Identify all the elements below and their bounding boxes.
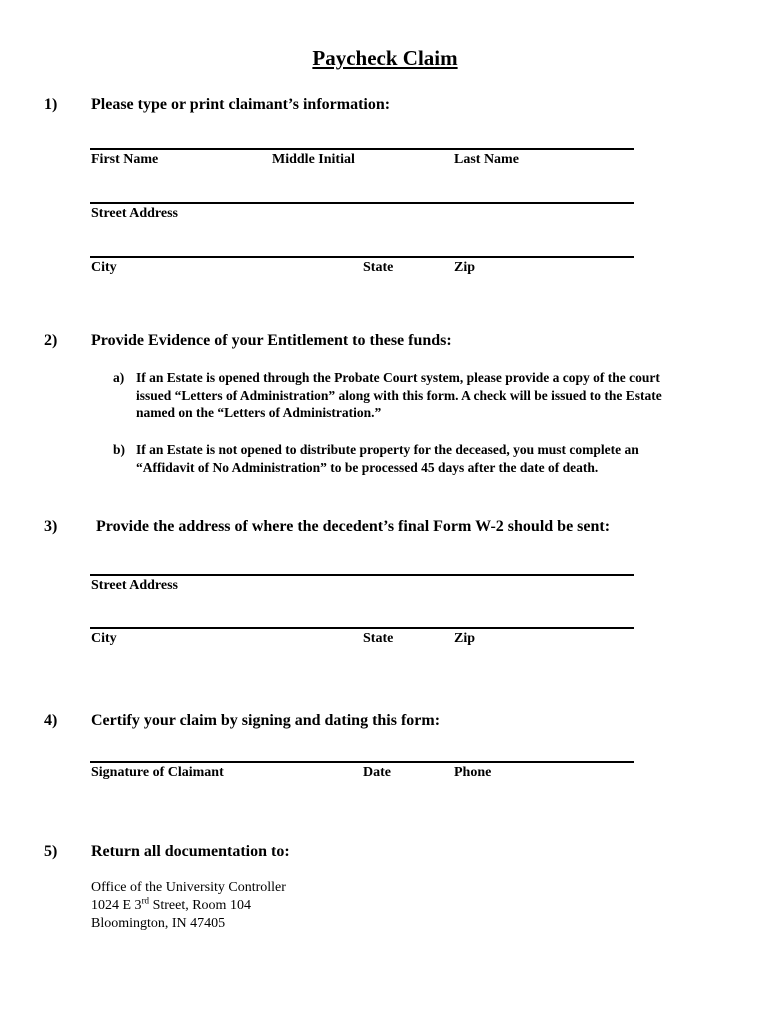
item-a-text: If an Estate is opened through the Probate Court system, please provide a copy of the court issued “Letters of Administration” along with this form. A check will be issued to the Estate named on the “Letters of Administration.” bbox=[136, 370, 662, 420]
state-label: State bbox=[363, 260, 394, 275]
section-3-number: 3) bbox=[44, 518, 58, 535]
phone-label: Phone bbox=[454, 765, 492, 780]
section-1-heading: Please type or print claimant’s information: bbox=[91, 96, 391, 113]
address-street-suffix: Street, Room 104 bbox=[149, 898, 251, 913]
zip-label: Zip bbox=[454, 260, 476, 275]
return-address-line-3: Bloomington, IN 47405 bbox=[91, 916, 226, 931]
w2-street-address-label: Street Address bbox=[91, 578, 178, 593]
return-address-line-1: Office of the University Controller bbox=[91, 880, 286, 895]
item-b-marker: b) bbox=[113, 442, 126, 457]
city-label: City bbox=[91, 260, 117, 275]
section-5-number: 5) bbox=[44, 843, 58, 860]
evidence-item-b bbox=[113, 441, 693, 476]
street-address-line[interactable] bbox=[90, 202, 634, 204]
evidence-item-a bbox=[113, 369, 693, 422]
w2-city-label: City bbox=[91, 631, 117, 646]
address-street-ordinal: rd bbox=[141, 895, 150, 906]
section-2-heading: Provide Evidence of your Entitlement to these funds: bbox=[91, 332, 452, 349]
item-b-text: If an Estate is not opened to distribute property for the deceased, you must complete an “Affidavit of No Administration” to be processed 45 days after the date of death. bbox=[136, 442, 639, 475]
section-4-number: 4) bbox=[44, 712, 58, 729]
name-line[interactable] bbox=[90, 148, 634, 150]
signature-label: Signature of Claimant bbox=[91, 765, 224, 780]
page-title: Paycheck Claim bbox=[312, 46, 458, 70]
signature-line[interactable] bbox=[90, 761, 634, 763]
middle-initial-label: Middle Initial bbox=[272, 152, 355, 167]
date-label: Date bbox=[363, 765, 391, 780]
w2-street-address-line[interactable] bbox=[90, 574, 634, 576]
street-address-label: Street Address bbox=[91, 206, 178, 221]
section-4-heading: Certify your claim by signing and dating this form: bbox=[91, 712, 441, 729]
w2-state-label: State bbox=[363, 631, 394, 646]
return-address-line-2 bbox=[91, 897, 251, 915]
last-name-label: Last Name bbox=[454, 152, 519, 167]
section-3-heading: Provide the address of where the decedent’s final Form W-2 should be sent: bbox=[96, 518, 611, 535]
city-state-zip-line[interactable] bbox=[90, 256, 634, 258]
item-a-marker: a) bbox=[113, 370, 125, 385]
address-street-prefix: 1024 E 3 bbox=[91, 898, 142, 913]
first-name-label: First Name bbox=[91, 152, 159, 167]
section-1-number: 1) bbox=[44, 96, 58, 113]
w2-zip-label: Zip bbox=[454, 631, 476, 646]
section-2-number: 2) bbox=[44, 332, 58, 349]
w2-city-state-zip-line[interactable] bbox=[90, 627, 634, 629]
section-5-heading: Return all documentation to: bbox=[91, 843, 290, 860]
